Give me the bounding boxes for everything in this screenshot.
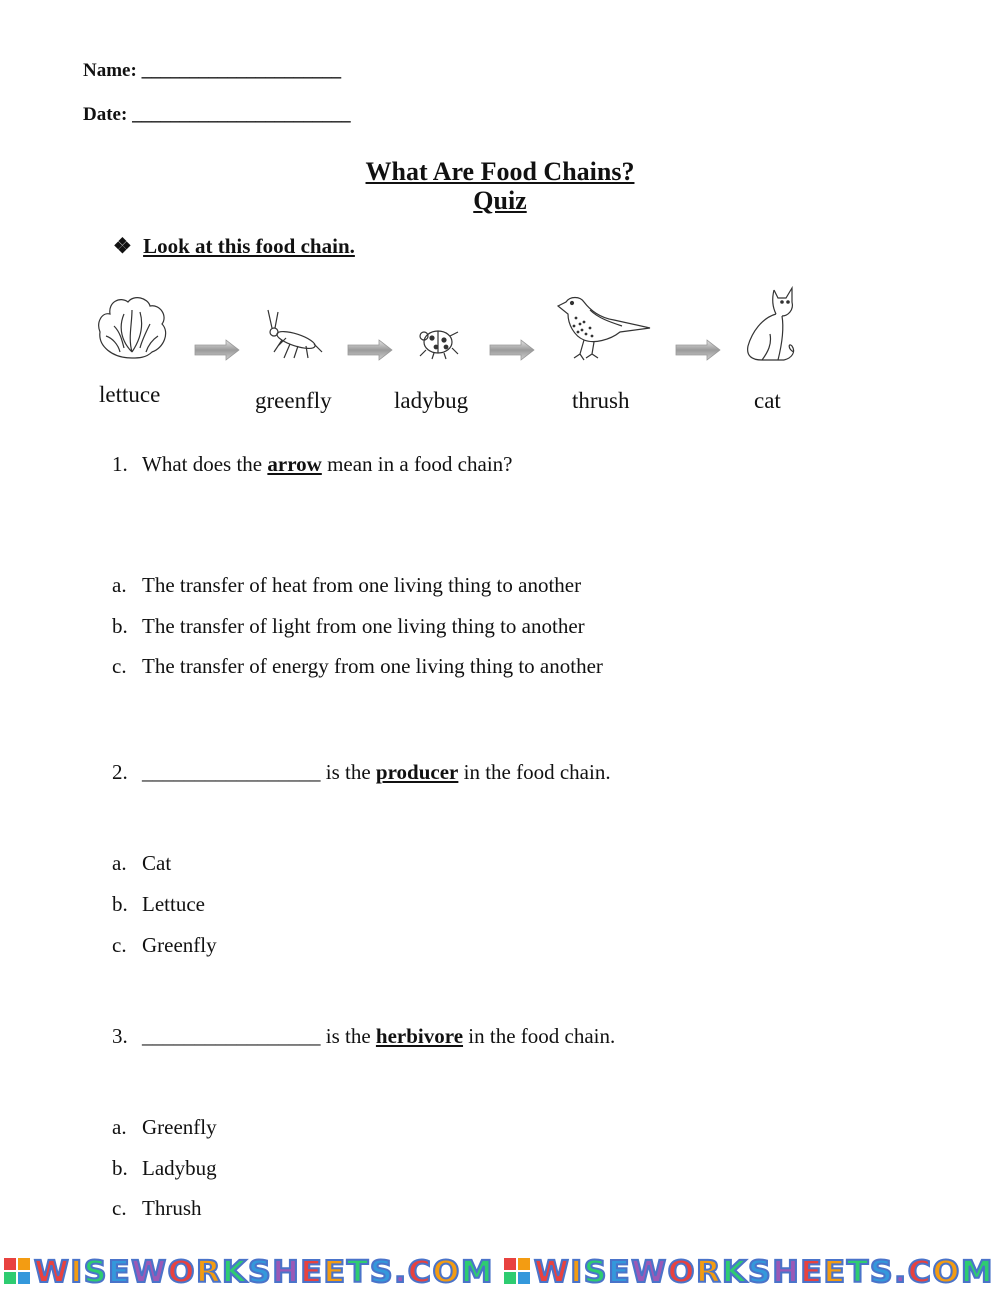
question-text-after: mean in a food chain? (321, 452, 513, 476)
organism-label-cat: cat (754, 388, 781, 413)
option-text: The transfer of light from one living thing to another (142, 614, 585, 638)
date-label: Date: (83, 104, 128, 125)
option-letter: b. (112, 1156, 128, 1180)
thrush-icon (550, 288, 654, 364)
lettuce-icon (92, 292, 172, 364)
option-letter: c. (112, 1196, 127, 1220)
question-text-after: in the food chain. (458, 760, 611, 784)
option-letter: a. (112, 1115, 127, 1139)
question-text-before: What does the (142, 452, 268, 476)
date-blank[interactable]: _______________________ (132, 104, 351, 125)
question-text (142, 452, 512, 477)
watermark-banner (0, 1252, 1000, 1291)
greenfly-icon (258, 306, 326, 360)
question-keyword: producer (375, 760, 459, 784)
option[interactable] (112, 851, 712, 877)
organism-label-lettuce: lettuce (99, 382, 161, 407)
page-subtitle: Quiz (473, 186, 527, 215)
option[interactable] (112, 892, 712, 918)
option-letter: b. (112, 892, 128, 916)
option-letter: b. (112, 614, 128, 638)
question-2 (112, 760, 712, 786)
question-text (142, 760, 611, 785)
option-letter: c. (112, 654, 127, 678)
option[interactable] (112, 1115, 712, 1141)
question-text-before: _________________ is the (142, 1024, 376, 1048)
option-text: The transfer of heat from one living thing to another (142, 573, 582, 597)
option-letter: a. (112, 573, 127, 597)
option-text: The transfer of energy from one living thing to another (142, 654, 603, 678)
ladybug-icon (412, 318, 464, 360)
cat-icon (738, 284, 800, 364)
page-title: What Are Food Chains? (365, 157, 635, 186)
option[interactable] (112, 1196, 712, 1222)
question-text-after: in the food chain. (463, 1024, 616, 1048)
option[interactable] (112, 573, 712, 599)
option[interactable] (112, 1156, 712, 1182)
question-3 (112, 1024, 712, 1050)
name-field (83, 60, 341, 82)
wise-logo-icon (4, 1258, 30, 1284)
option-letter: a. (112, 851, 127, 875)
option-text: Cat (142, 851, 172, 875)
option-text: Ladybug (142, 1156, 217, 1180)
organism-label-greenfly: greenfly (255, 388, 332, 413)
arrow-icon (489, 339, 535, 361)
arrow-icon (347, 339, 393, 361)
diamond-bullet-icon: ❖ (113, 234, 132, 258)
question-text-before: _________________ is the (142, 760, 376, 784)
question-number: 2. (112, 760, 128, 784)
watermark-text: WISEWORKSHEETS.COM (34, 1255, 493, 1290)
option-text: Greenfly (142, 933, 217, 957)
name-blank[interactable]: _____________________ (141, 60, 342, 81)
question-keyword: herbivore (375, 1024, 464, 1048)
option-text: Greenfly (142, 1115, 217, 1139)
watermark-graphic (0, 1252, 1000, 1291)
wise-logo-icon (504, 1258, 530, 1284)
option[interactable] (112, 654, 712, 680)
organism-label-thrush: thrush (572, 388, 630, 413)
question-keyword: arrow (267, 452, 322, 476)
question-1 (112, 452, 712, 478)
organism-label-ladybug: ladybug (394, 388, 469, 413)
option-text: Lettuce (142, 892, 205, 916)
question-text (142, 1024, 615, 1049)
option[interactable] (112, 614, 712, 640)
option[interactable] (112, 933, 712, 959)
instruction (113, 234, 355, 259)
question-number: 3. (112, 1024, 128, 1048)
watermark-text: WISEWORKSHEETS.COM (534, 1255, 993, 1290)
question-number: 1. (112, 452, 128, 476)
name-label: Name: (83, 60, 137, 81)
date-field (83, 104, 351, 126)
arrow-icon (675, 339, 721, 361)
arrow-icon (194, 339, 240, 361)
option-letter: c. (112, 933, 127, 957)
option-text: Thrush (142, 1196, 202, 1220)
instruction-text: Look at this food chain. (143, 234, 355, 258)
